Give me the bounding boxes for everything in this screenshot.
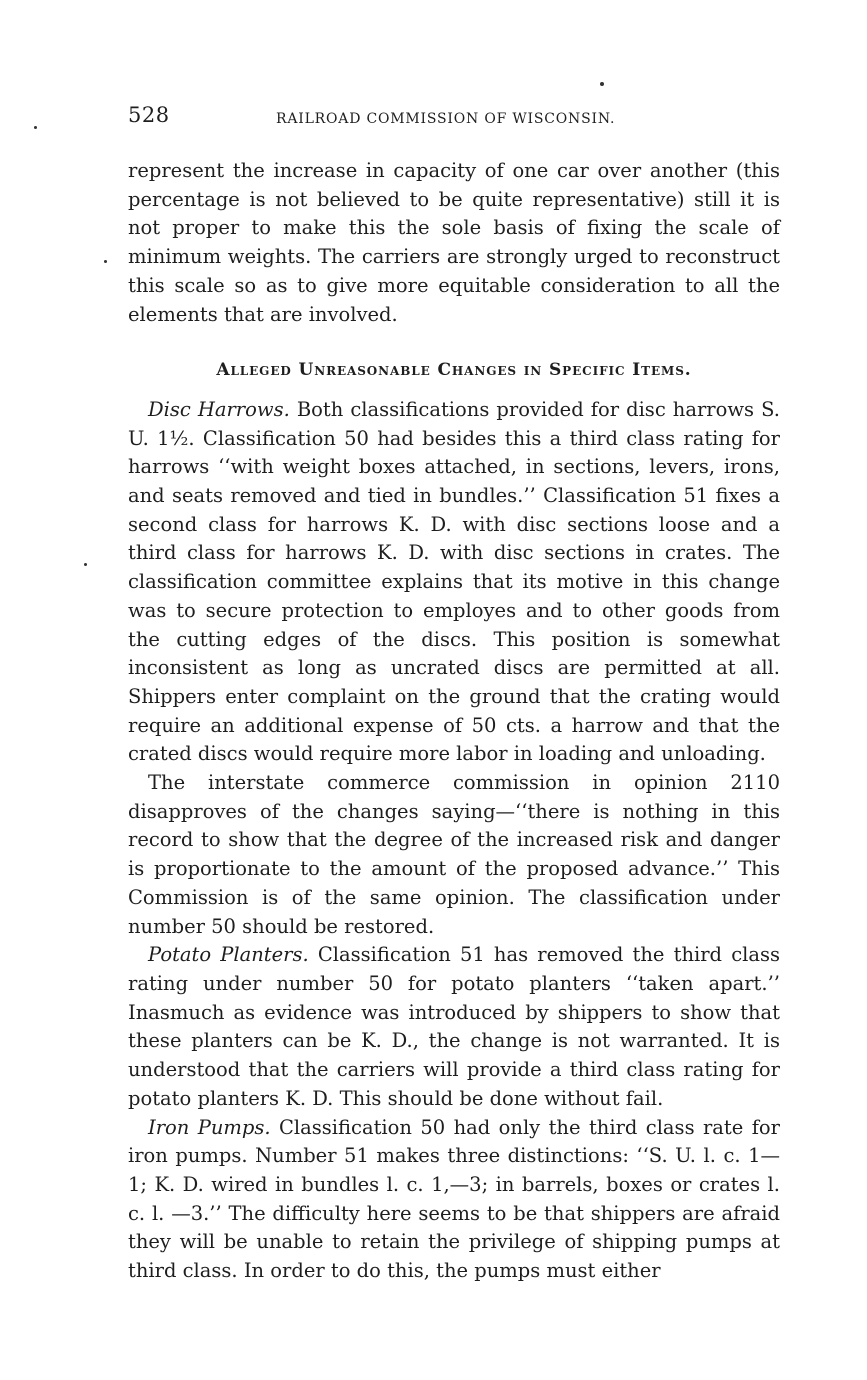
paragraph-iron-pumps [128,1114,780,1286]
scan-speck [84,563,87,566]
continuation-paragraph: represent the increase in capacity of one car over another (this percentage is not believed to be quite representative) still it is not proper to make this the sole basis of fixing the scale of minimum weights. The carriers are strongly urged to reconstruct this scale so as to give more equitable consideration to all the elements that are involved. [128,159,780,326]
paragraph-text: Classification 51 has removed the third class rating under number 50 for potato planters ‘‘taken apart.’’ Inasmuch as evidence was introduced by shippers to show that these planters can be K. D., the change is not warranted. It is understood that the carriers will provide a third class rating for potato planters K. D. This should be done without fail. [128,943,780,1110]
paragraph-disc-harrows [128,396,780,769]
page-number: 528 [128,103,170,127]
paragraph-potato-planters [128,941,780,1113]
scan-speck [600,82,604,86]
run-in-title-disc-harrows: Disc Harrows. [148,397,290,421]
run-in-title-potato-planters: Potato Planters. [148,943,309,967]
scan-speck [34,126,37,129]
scan-speck [104,260,107,263]
body-text [128,157,780,1286]
paragraph-text: Both classifications provided for disc harrows S. U. 1½. Classification 50 had besides this a third class rating for harrows ‘‘with weight boxes attached, in sections, levers, irons, and seats removed and tied in bundles.’’ Classification 51 fixes a second class for harrows K. D. with disc sections loose and a third class for harrows K. D. with disc sections in crates. The classification committee explains that its motive in this change was to secure protection to employes and to other goods from the cutting edges of the discs. This position is somewhat inconsistent as long as uncrated discs are permitted at all. Shippers enter complaint on the ground that the crating would require an additional expense of 50 cts. a harrow and that the crated discs would require more labor in loading and unloading. [128,397,780,766]
paragraph-icc-opinion: The interstate commerce commission in opinion 2110 disapproves of the changes saying—‘‘there is nothing in this record to show that the degree of the increased risk and danger is proportionate to the amount of the proposed advance.’’ This Commission is of the same opinion. The classification under number 50 should be restored. [128,771,780,938]
section-heading: Alleged Unreasonable Changes in Specific Items. [216,360,692,381]
page-header [128,103,780,133]
run-in-title-iron-pumps: Iron Pumps. [148,1115,271,1139]
running-title: RAILROAD COMMISSION OF WISCONSIN. [276,111,616,127]
paragraph-text: Classification 50 had only the third class rate for iron pumps. Number 51 makes three distinctions: ‘‘S. U. l. c. 1—1; K. D. wired in bundles l. c. 1,—3; in barrels, boxes or crates l. c. l. —3.’’ The difficulty here seems to be that shippers are afraid they will be unable to retain the privilege of shipping pumps at third class. In order to do this, the pumps must either [128,1115,780,1283]
